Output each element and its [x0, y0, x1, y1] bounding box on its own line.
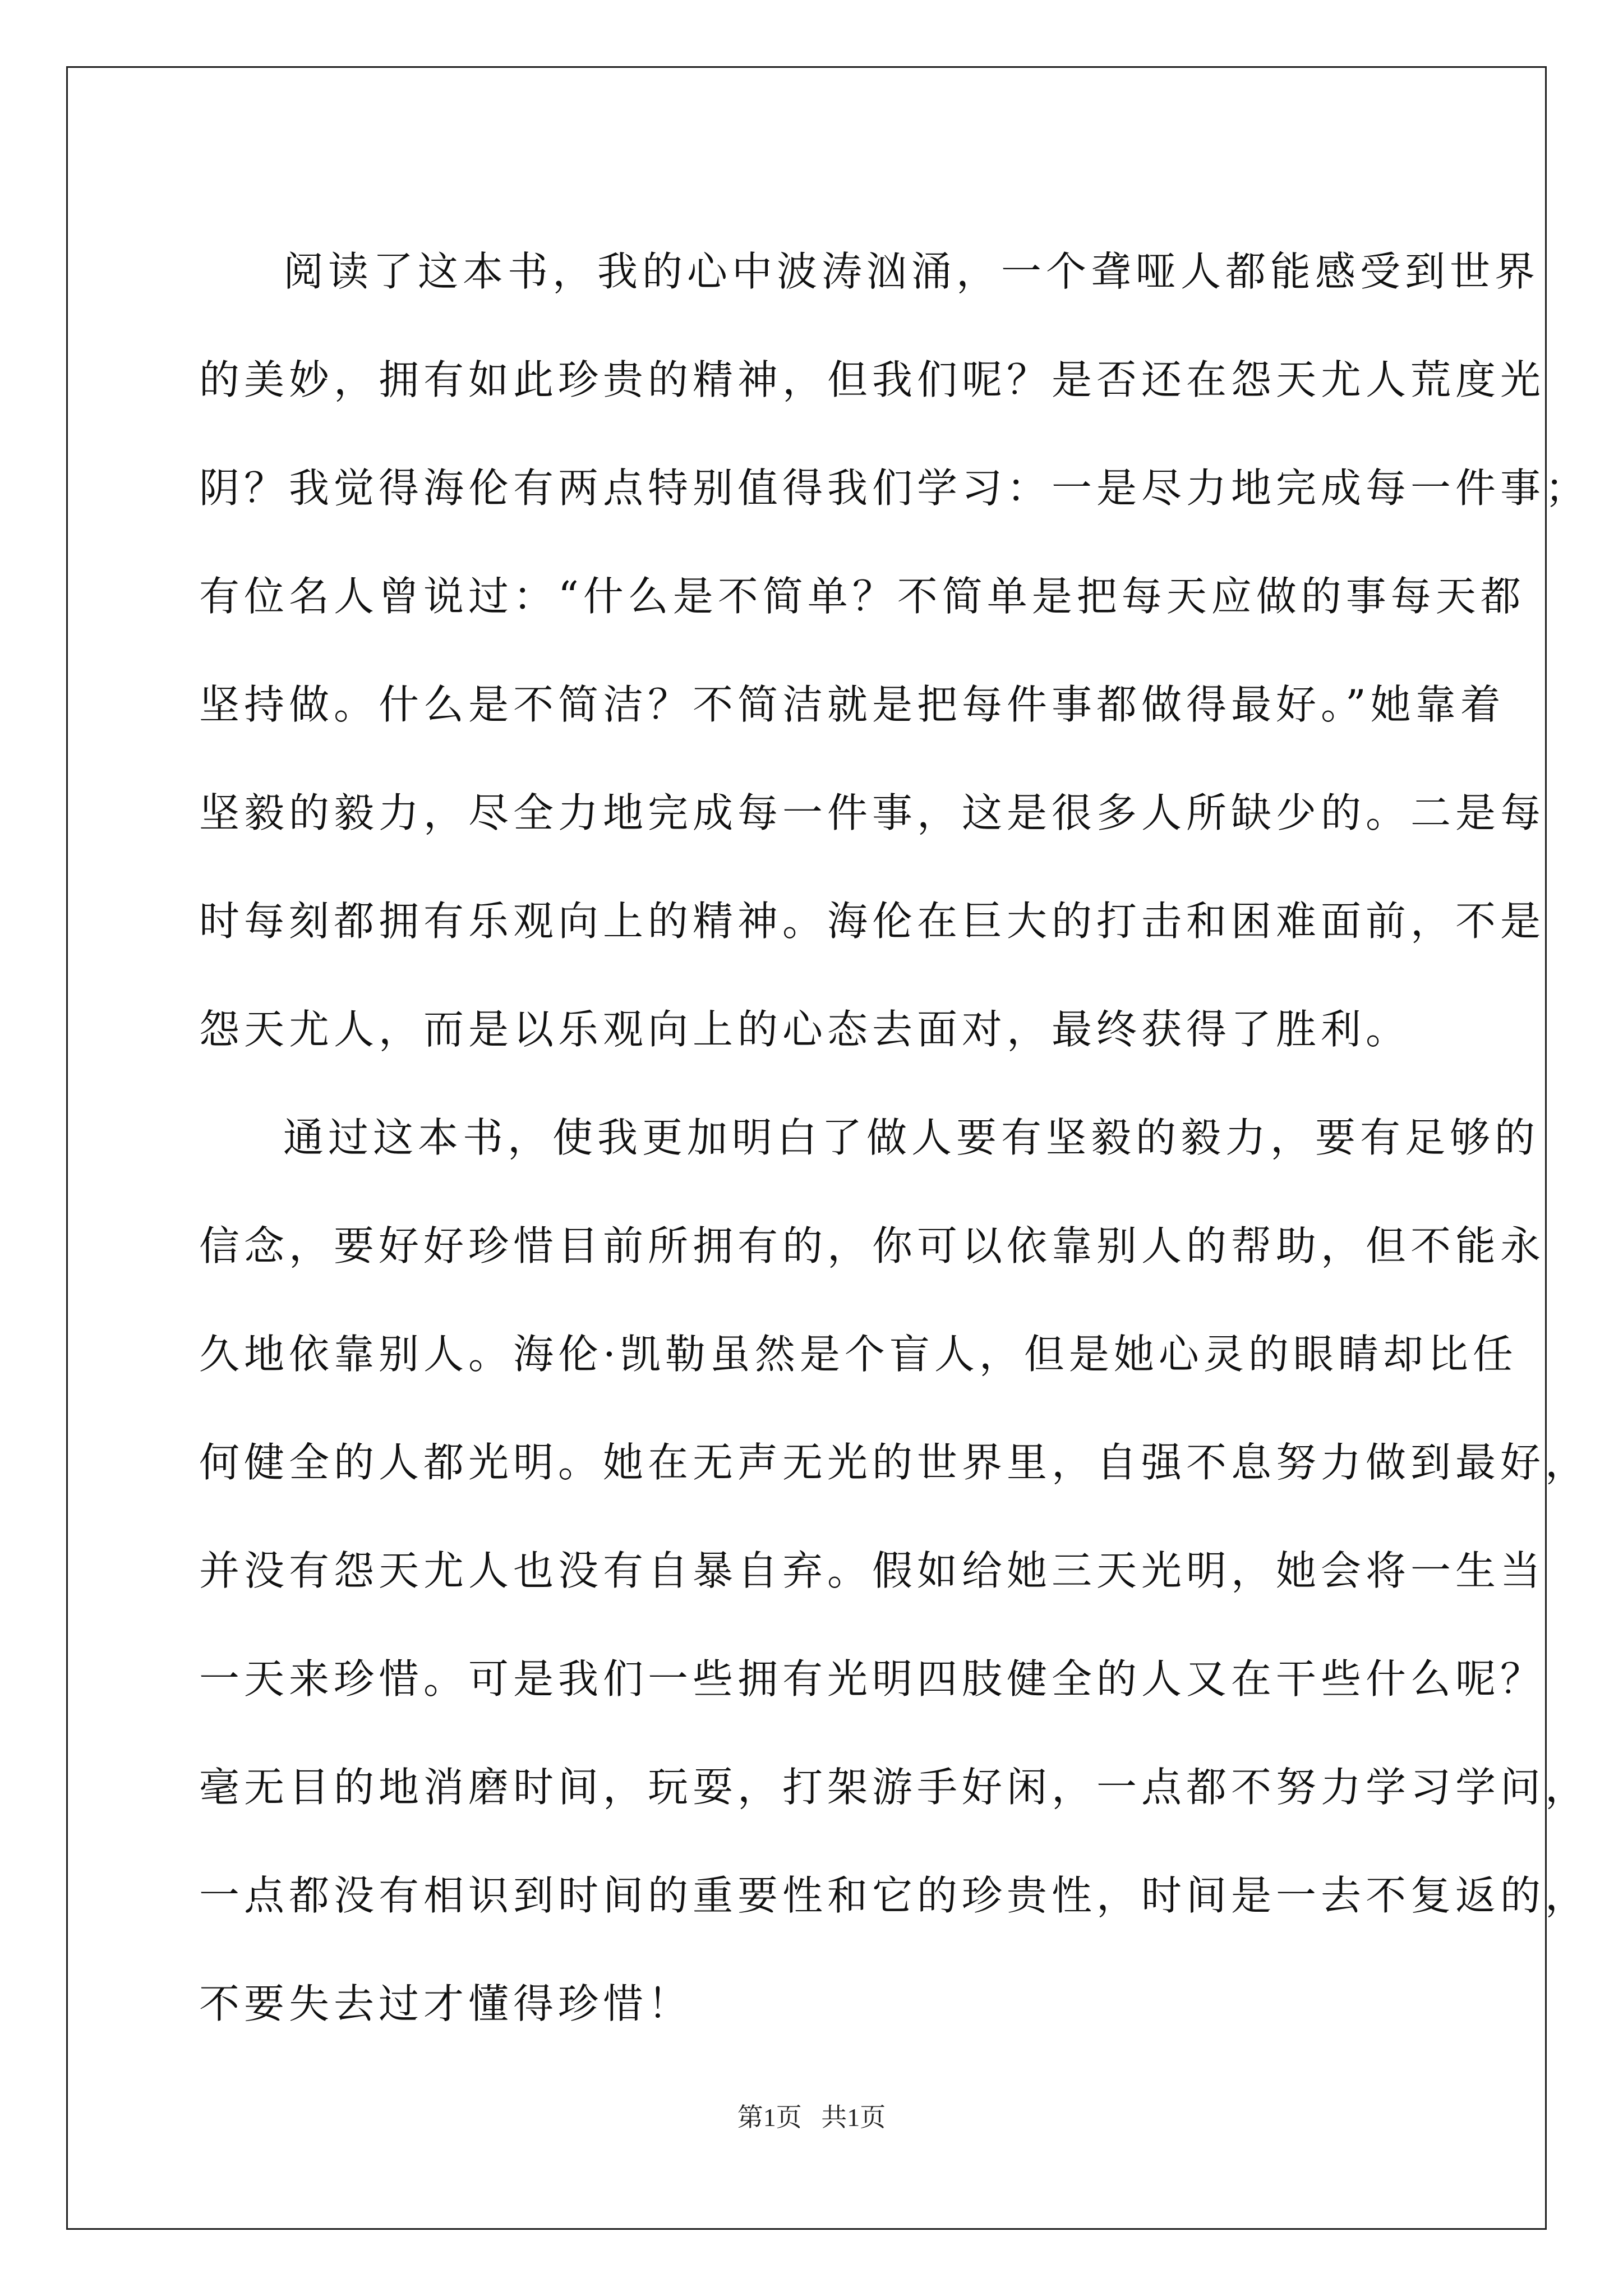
text-line: 久地依靠别人。海伦·凯勒虽然是个盲人，但是她心灵的眼睛却比任: [199, 1331, 1518, 1378]
text-line: 不要失去过才懂得珍惜！: [199, 1980, 693, 2027]
text-line: 信念，要好好珍惜目前所拥有的，你可以依靠别人的帮助，但不能永: [199, 1222, 1546, 1269]
paragraph-1: [199, 218, 1590, 1084]
text-line: 怨天尤人，而是以乐观向上的心态去面对，最终获得了胜利。: [199, 1006, 1411, 1053]
text-line: 通过这本书，使我更加明白了做人要有坚毅的毅力，要有足够的: [283, 1114, 1540, 1161]
text-line: 阅读了这本书，我的心中波涛汹涌，一个聋哑人都能感受到世界: [283, 248, 1540, 295]
text-line: 一点都没有相识到时间的重要性和它的珍贵性，时间是一去不复返的，: [199, 1872, 1590, 1919]
paragraph-2: [199, 1084, 1590, 2058]
text-line: 何健全的人都光明。她在无声无光的世界里，自强不息努力做到最好，: [199, 1439, 1590, 1486]
text-line: 坚毅的毅力，尽全力地完成每一件事，这是很多人所缺少的。二是每: [199, 789, 1546, 836]
text-line: 有位名人曾说过：“什么是不简单？不简单是把每天应做的事每天都: [199, 573, 1525, 620]
text-line: 坚持做。什么是不简洁？不简洁就是把每件事都做得最好。”她靠着: [199, 681, 1505, 728]
page-number-footer: 第1页 共1页: [737, 2103, 886, 2132]
text-line: 并没有怨天尤人也没有自暴自弃。假如给她三天光明，她会将一生当: [199, 1547, 1546, 1594]
text-line: 阴？我觉得海伦有两点特别值得我们学习：一是尽力地完成每一件事；: [199, 464, 1590, 512]
text-line: 时每刻都拥有乐观向上的精神。海伦在巨大的打击和困难面前，不是: [199, 898, 1546, 945]
document-body: [199, 218, 1590, 2058]
text-line: 的美妙，拥有如此珍贵的精神，但我们呢？是否还在怨天尤人荒度光: [199, 356, 1546, 403]
text-line: 一天来珍惜。可是我们一些拥有光明四肢健全的人又在干些什么呢？: [199, 1655, 1546, 1703]
text-line: 毫无目的地消磨时间，玩耍，打架游手好闲，一点都不努力学习学问，: [199, 1764, 1590, 1811]
